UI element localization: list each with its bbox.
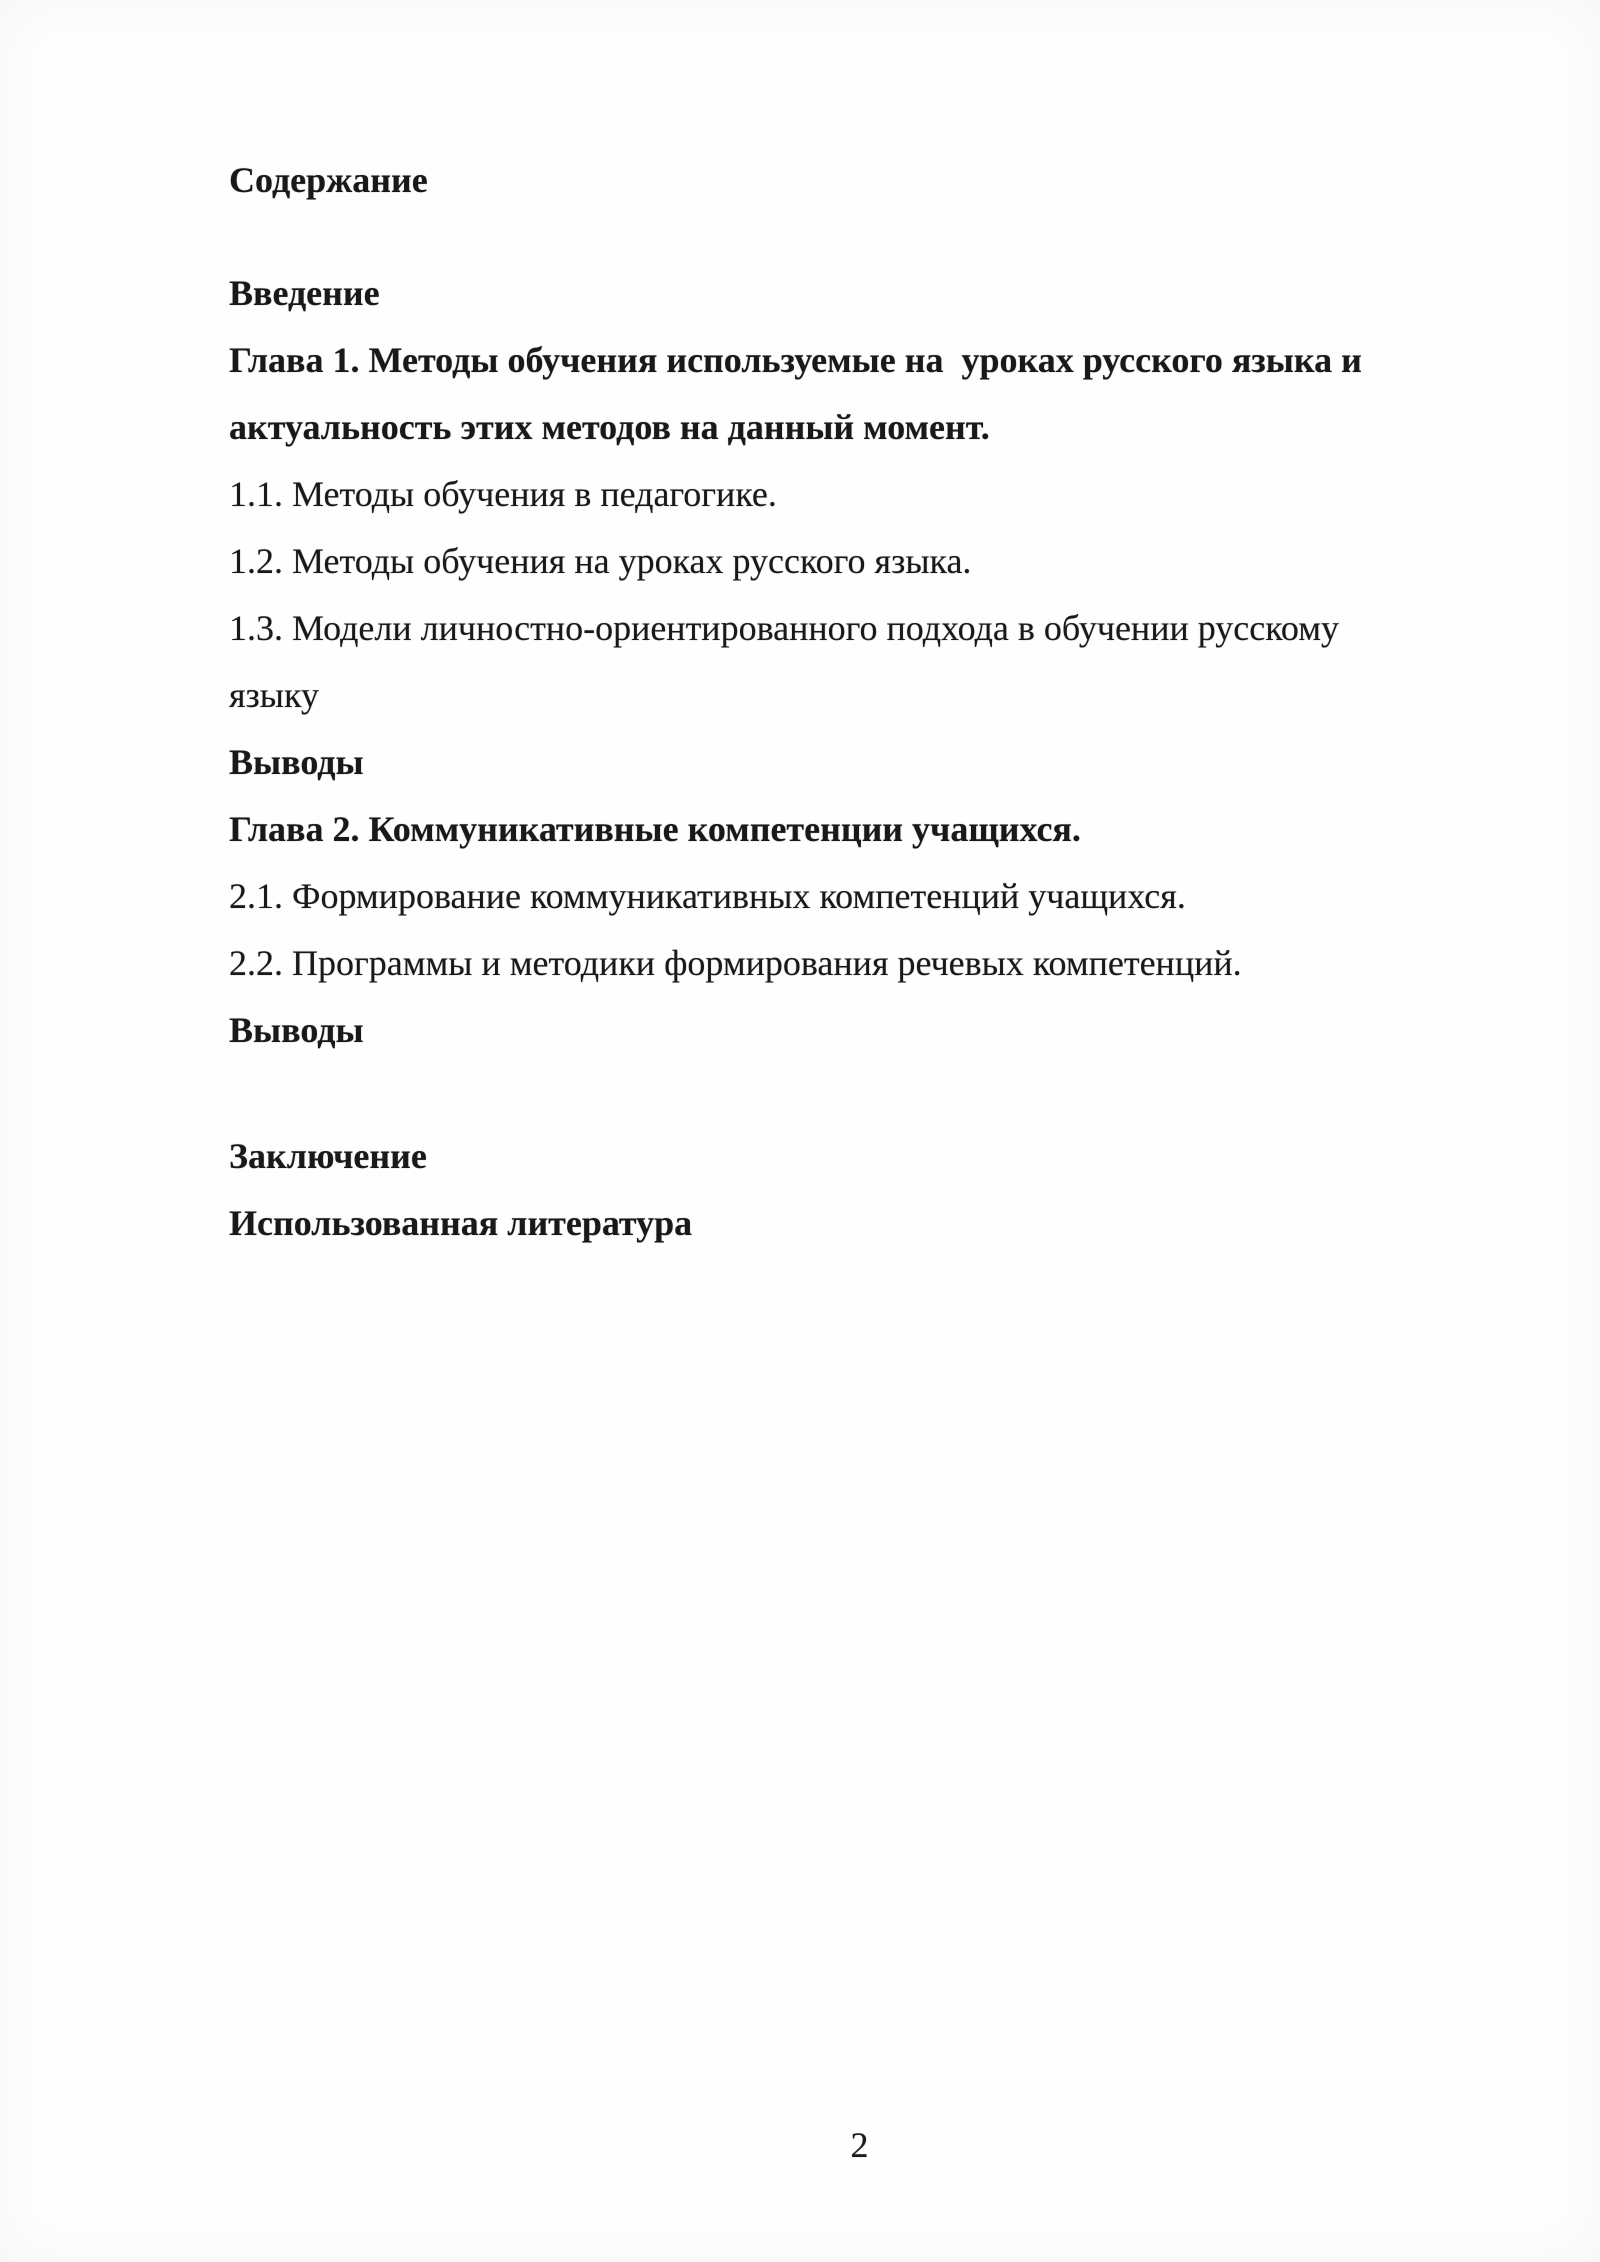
toc-line: 2.1. Формирование коммуникативных компетенций учащихся. <box>229 876 1186 916</box>
document-content <box>229 147 1490 1257</box>
toc-line: Глава 2. Коммуникативные компетенции учащихся. <box>229 809 1081 849</box>
toc-paragraph <box>229 729 1490 796</box>
toc-paragraph <box>229 1123 1490 1190</box>
toc-paragraph <box>229 327 1490 461</box>
toc-line: Выводы <box>229 1010 364 1050</box>
toc-line: Заключение <box>229 1136 427 1176</box>
toc-line: 2.2. Программы и методики формирования речевых компетенций. <box>229 943 1242 983</box>
page-number: 2 <box>850 2125 869 2165</box>
toc-line: языку <box>229 675 319 715</box>
toc-list <box>229 260 1490 1257</box>
toc-paragraph <box>229 260 1490 327</box>
toc-paragraph <box>229 796 1490 863</box>
toc-paragraph <box>229 461 1490 528</box>
toc-line: Введение <box>229 273 380 313</box>
toc-line: 1.3. Модели личностно-ориентированного подхода в обучении русскому <box>229 608 1339 648</box>
toc-paragraph <box>229 863 1490 930</box>
page-footer <box>229 2112 1490 2179</box>
toc-paragraph <box>229 997 1490 1064</box>
toc-line: Выводы <box>229 742 364 782</box>
toc-line: Использованная литература <box>229 1203 693 1243</box>
toc-paragraph <box>229 1190 1490 1257</box>
toc-line: актуальность этих методов на данный момент. <box>229 407 990 447</box>
toc-paragraph <box>229 528 1490 595</box>
toc-line: 1.2. Методы обучения на уроках русского языка. <box>229 541 972 581</box>
document-title: Содержание <box>229 160 428 200</box>
toc-paragraph <box>229 930 1490 997</box>
toc-line: 1.1. Методы обучения в педагогике. <box>229 474 777 514</box>
toc-line: Глава 1. Методы обучения используемые на уроках русского языка и <box>229 340 1362 380</box>
toc-paragraph <box>229 595 1490 729</box>
